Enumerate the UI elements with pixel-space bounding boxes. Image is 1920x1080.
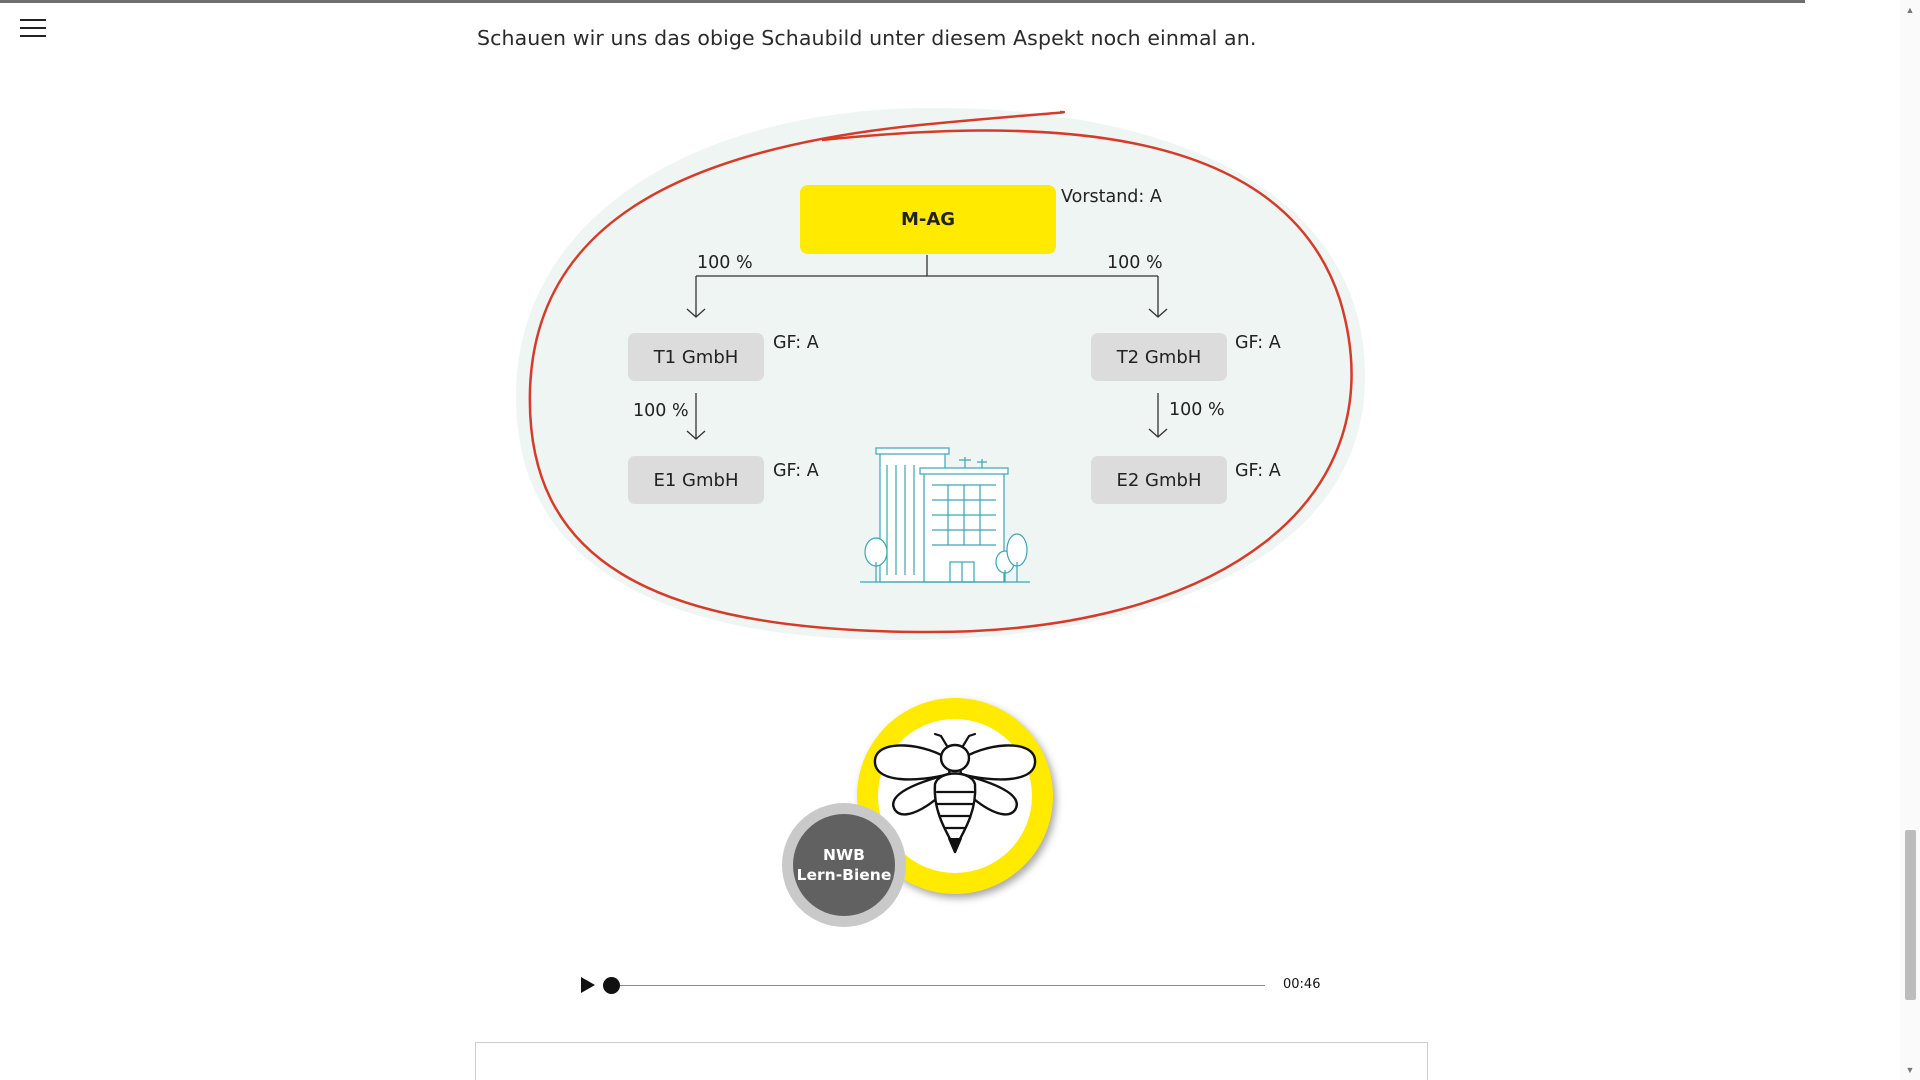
node-e1-gmbh: E1 GmbH xyxy=(628,456,764,504)
audio-time: 00:46 xyxy=(1283,977,1321,992)
node-m-ag: M-AG xyxy=(800,185,1056,254)
play-icon[interactable] xyxy=(578,975,598,995)
intro-text: Schauen wir uns das obige Schaubild unter diesem Aspekt noch einmal an. xyxy=(477,26,1257,50)
scroll-up-arrow-icon[interactable]: ▲ xyxy=(1905,5,1915,15)
nwb-label-ring xyxy=(782,803,906,927)
scroll-down-arrow-icon[interactable]: ▼ xyxy=(1905,1065,1915,1075)
org-structure-diagram xyxy=(500,100,1380,650)
audio-progress-track[interactable] xyxy=(610,985,1265,986)
audio-player xyxy=(578,972,1338,998)
badge-line-2: Lern-Biene xyxy=(796,866,892,884)
scrollbar[interactable] xyxy=(1900,0,1920,1080)
scroll-thumb[interactable] xyxy=(1905,830,1916,1000)
share-label-e1: 100 % xyxy=(633,401,689,421)
nwb-label-disc xyxy=(793,814,895,916)
office-building-illustration xyxy=(860,448,1030,582)
nwb-learning-bee-badge xyxy=(780,695,1060,930)
label-m-ag-board: Vorstand: A xyxy=(1061,187,1162,207)
label-t1-gf: GF: A xyxy=(773,333,819,353)
node-t1-gmbh: T1 GmbH xyxy=(628,333,764,381)
label-e2-gf: GF: A xyxy=(1235,461,1281,481)
node-t2-gmbh: T2 GmbH xyxy=(1091,333,1227,381)
audio-progress-knob[interactable] xyxy=(603,977,620,994)
top-rule xyxy=(0,0,1805,3)
label-e1-gf: GF: A xyxy=(773,461,819,481)
badge-line-1: NWB xyxy=(823,846,865,864)
hamburger-menu-icon[interactable] xyxy=(18,16,48,40)
share-label-e2: 100 % xyxy=(1169,400,1225,420)
next-content-card xyxy=(475,1042,1428,1080)
node-e2-gmbh: E2 GmbH xyxy=(1091,456,1227,504)
label-t2-gf: GF: A xyxy=(1235,333,1281,353)
share-label-t2: 100 % xyxy=(1107,253,1163,273)
share-label-t1: 100 % xyxy=(697,253,753,273)
